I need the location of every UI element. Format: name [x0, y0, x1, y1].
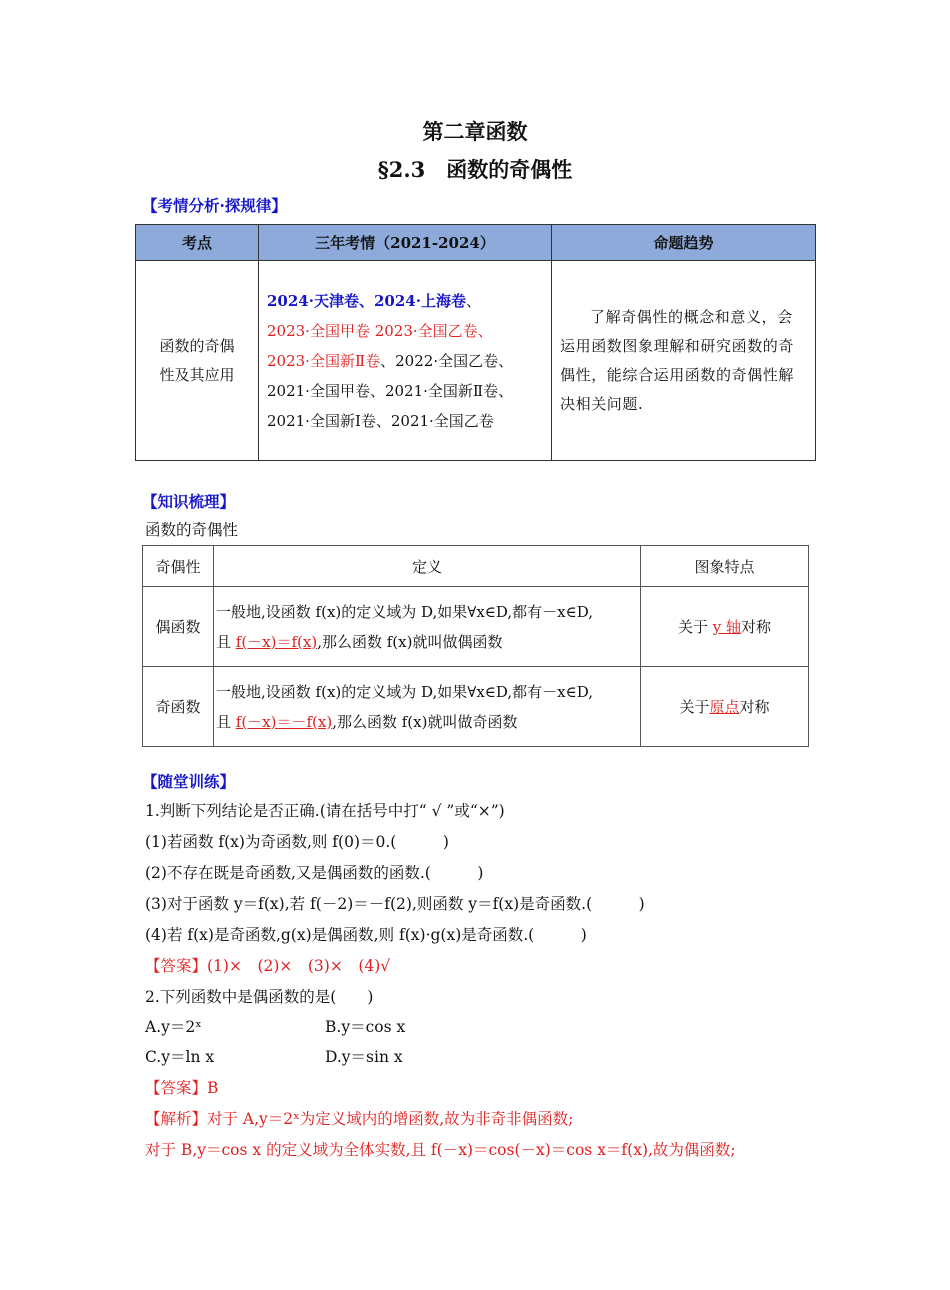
odd-formula: f(－x)＝－f(x) — [235, 712, 333, 731]
q1-item: (1)若函数 f(x)为奇函数,则 f(0)＝0.( ) — [145, 833, 449, 851]
even-name: 偶函数 — [143, 587, 214, 667]
header-years: 三年考情（2021-2024） — [259, 225, 552, 261]
option-b: B.y＝cos x — [325, 1018, 406, 1036]
header-trend: 命题趋势 — [552, 225, 816, 261]
even-symmetry: 关于 y 轴对称 — [641, 587, 809, 667]
exam-line: 2023·全国新Ⅱ卷、2022·全国乙卷、 — [267, 351, 514, 370]
knowledge-subtitle: 函数的奇偶性 — [145, 521, 239, 539]
exam-years-list — [259, 261, 552, 461]
chapter-title: 第二章函数 — [422, 119, 528, 144]
even-definition: 一般地,设函数 f(x)的定义域为 D,如果∀x∈D,都有－x∈D, 且 f(－x)＝f(x),那么函数 f(x)就叫做偶函数 — [214, 587, 641, 667]
q2-stem: 2.下列函数中是偶函数的是( ) — [145, 988, 374, 1006]
exam-trend: 了解奇偶性的概念和意义，会运用函数图象理解和研究函数的奇偶性，能综合运用函数的奇偶性解决相关问题. — [552, 261, 816, 461]
exam-analysis-table — [135, 224, 816, 461]
knowledge-label: 【知识梳理】 — [142, 492, 236, 511]
q1-item: (3)对于函数 y＝f(x),若 f(－2)＝－f(2),则函数 y＝f(x)是奇函数.( ) — [145, 895, 645, 913]
odd-definition: 一般地,设函数 f(x)的定义域为 D,如果∀x∈D,都有－x∈D, 且 f(－x)＝－f(x),那么函数 f(x)就叫做奇函数 — [214, 667, 641, 747]
odd-symmetry: 关于原点对称 — [641, 667, 809, 747]
header-definition: 定义 — [214, 546, 641, 587]
exam-line: 2021·全国甲卷、2021·全国新Ⅱ卷、 — [267, 381, 514, 400]
option-c: C.y＝ln x — [145, 1048, 215, 1066]
q2-analysis: 【解析】对于 A,y＝2ˣ为定义域内的增函数,故为非奇非偶函数; — [145, 1110, 574, 1128]
q1-item: (4)若 f(x)是奇函数,g(x)是偶函数,则 f(x)·g(x)是奇函数.( ) — [145, 926, 587, 944]
q1-item: (2)不存在既是奇函数,又是偶函数的函数.( ) — [145, 864, 484, 882]
option-d: D.y＝sin x — [325, 1048, 403, 1066]
header-graph: 图象特点 — [641, 546, 809, 587]
odd-name: 奇函数 — [143, 667, 214, 747]
parity-definition-table — [142, 545, 809, 747]
even-formula: f(－x)＝f(x) — [235, 632, 318, 651]
q2-analysis: 对于 B,y＝cos x 的定义域为全体实数,且 f(－x)＝cos(－x)＝cos x＝f(x),故为偶函数; — [145, 1141, 736, 1159]
q1-stem: 1.判断下列结论是否正确.(请在括号中打“ √ ”或“×”) — [145, 802, 505, 820]
exam-line: 2021·全国新Ⅰ卷、2021·全国乙卷 — [267, 411, 494, 430]
exam-line: 2024·天津卷、2024·上海卷、 — [267, 291, 481, 310]
header-parity: 奇偶性 — [143, 546, 214, 587]
exam-analysis-label: 【考情分析·探规律】 — [142, 196, 287, 215]
option-a: A.y＝2ˣ — [145, 1018, 202, 1036]
section-title: §2.3 函数的奇偶性 — [377, 157, 573, 182]
practice-label: 【随堂训练】 — [142, 772, 236, 791]
q2-answer: 【答案】B — [145, 1079, 219, 1097]
exam-point: 函数的奇偶性及其应用 — [136, 261, 259, 461]
q1-answer: 【答案】(1)× (2)× (3)× (4)√ — [145, 957, 391, 975]
header-point: 考点 — [136, 225, 259, 261]
exam-line: 2023·全国甲卷 2023·全国乙卷、 — [267, 321, 493, 340]
